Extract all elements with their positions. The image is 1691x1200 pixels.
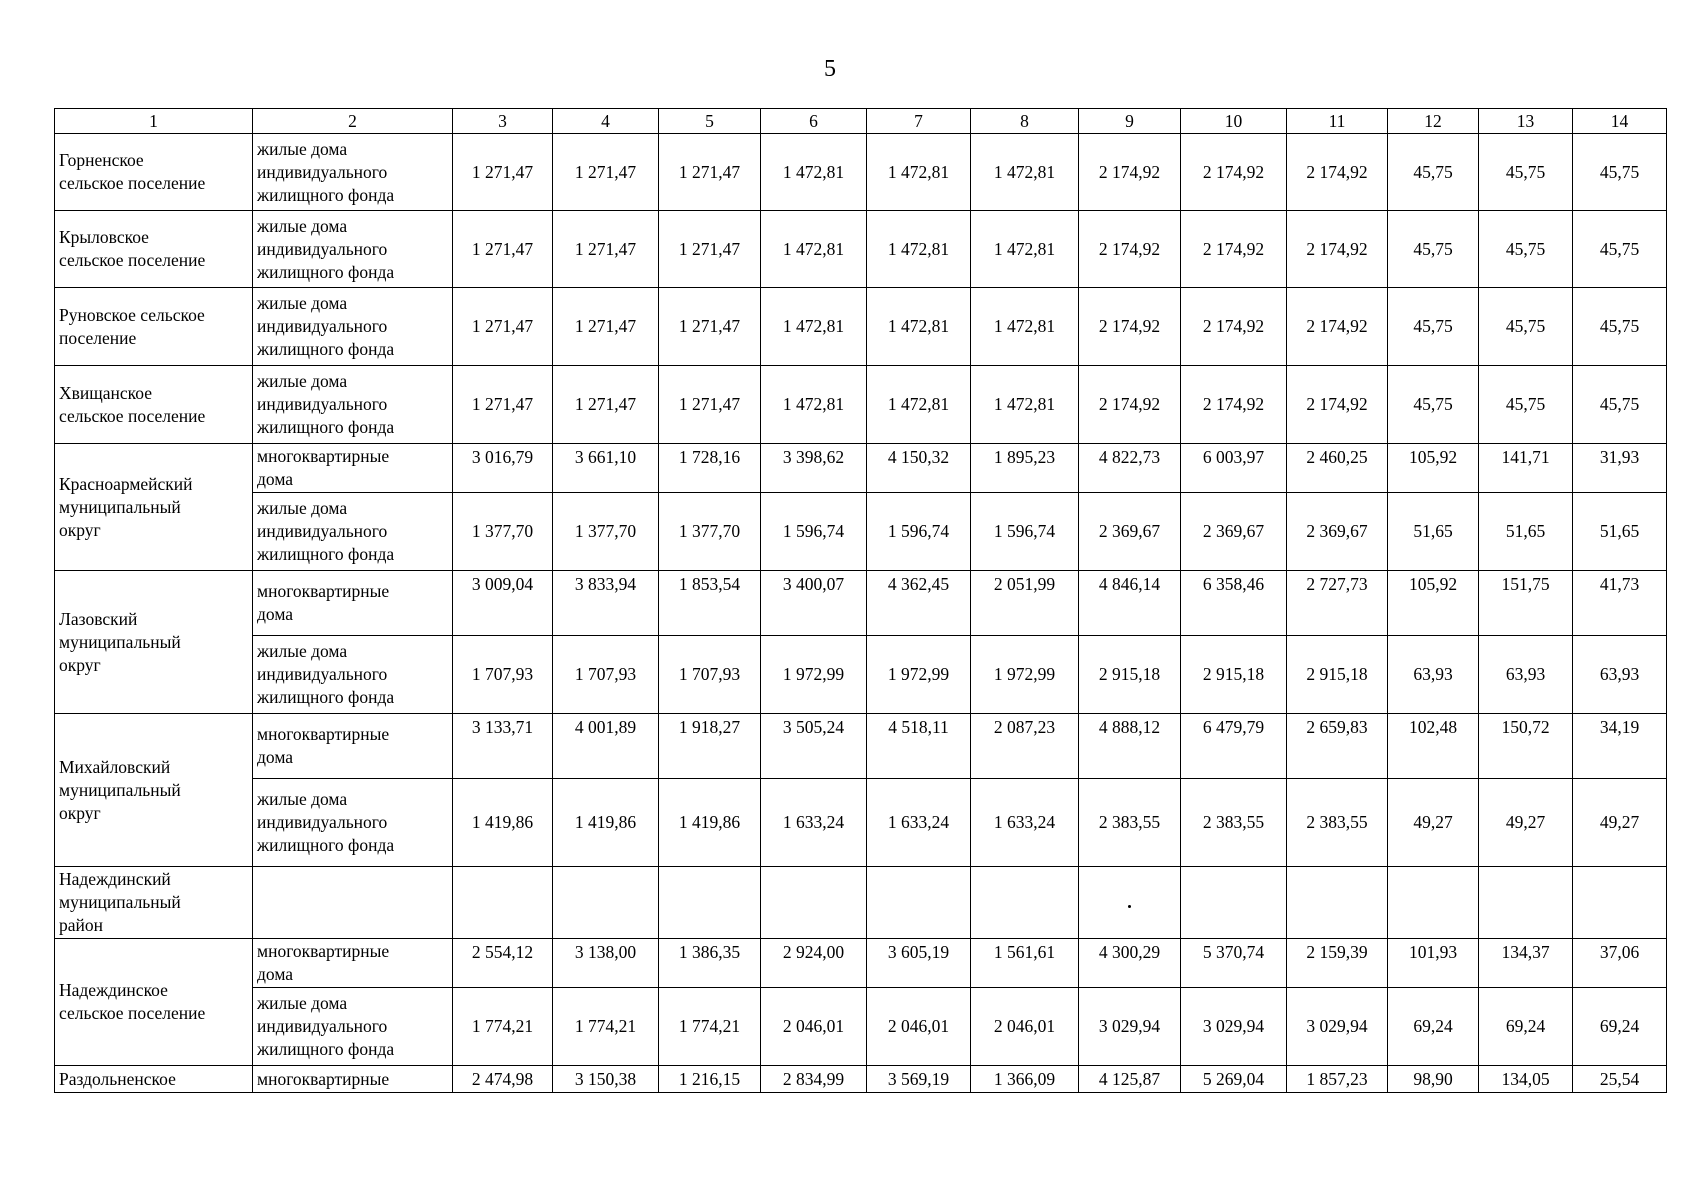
table-row: [55, 714, 1667, 779]
value-cell-col-12: 45,75: [1388, 288, 1479, 366]
value-cell-col-10: 2 383,55: [1181, 779, 1287, 867]
value-cell-col-9: 2 174,92: [1079, 288, 1181, 366]
value-cell-col-7: 3 605,19: [867, 939, 971, 988]
value-cell-col-11: 3 029,94: [1287, 988, 1388, 1066]
value-cell-col-9: 2 174,92: [1079, 134, 1181, 211]
value-cell-col-3: 1 419,86: [453, 779, 553, 867]
value-cell-col-9: 4 822,73: [1079, 444, 1181, 493]
settlement-name: Красноармейский муниципальный округ: [55, 444, 253, 571]
value-cell-col-4: 1 419,86: [553, 779, 659, 867]
value-cell-col-11: 2 915,18: [1287, 636, 1388, 714]
housing-type-apartment: многоквартирные: [253, 1066, 453, 1093]
value-cell-col-3: 1 707,93: [453, 636, 553, 714]
value-cell-col-13: 45,75: [1479, 288, 1573, 366]
column-header-6: 6: [761, 109, 867, 134]
value-cell-col-14: 69,24: [1573, 988, 1667, 1066]
value-cell-col-13: 141,71: [1479, 444, 1573, 493]
value-cell-col-11: 2 174,92: [1287, 366, 1388, 444]
value-cell-col-11: 2 369,67: [1287, 493, 1388, 571]
value-cell-col-9: 2 174,92: [1079, 366, 1181, 444]
value-cell-col-12: 51,65: [1388, 493, 1479, 571]
empty-cell: [1573, 867, 1667, 939]
table-row: [55, 1066, 1667, 1093]
page-number: 5: [824, 56, 836, 82]
housing-type-individual: жилые дома индивидуального жилищного фонда: [253, 134, 453, 211]
table-header: [55, 109, 1667, 134]
value-cell-col-5: 1 728,16: [659, 444, 761, 493]
table-row: [55, 366, 1667, 444]
value-cell-col-7: 3 569,19: [867, 1066, 971, 1093]
value-cell-col-13: 51,65: [1479, 493, 1573, 571]
value-cell-col-5: 1 774,21: [659, 988, 761, 1066]
stray-dot: [1128, 905, 1131, 908]
value-cell-col-5: 1 853,54: [659, 571, 761, 636]
value-cell-col-4: 1 271,47: [553, 134, 659, 211]
value-cell-col-4: 1 271,47: [553, 366, 659, 444]
housing-type-individual: жилые дома индивидуального жилищного фонда: [253, 493, 453, 571]
settlement-name: Хвищанское сельское поселение: [55, 366, 253, 444]
value-cell-col-12: 45,75: [1388, 366, 1479, 444]
value-cell-col-8: 2 051,99: [971, 571, 1079, 636]
value-cell-col-12: 101,93: [1388, 939, 1479, 988]
value-cell-col-9: 2 915,18: [1079, 636, 1181, 714]
value-cell-col-6: 2 834,99: [761, 1066, 867, 1093]
value-cell-col-8: 1 596,74: [971, 493, 1079, 571]
value-cell-col-6: 1 472,81: [761, 366, 867, 444]
value-cell-col-14: 49,27: [1573, 779, 1667, 867]
value-cell-col-4: 1 377,70: [553, 493, 659, 571]
value-cell-col-10: 2 174,92: [1181, 366, 1287, 444]
settlement-name: Крыловское сельское поселение: [55, 211, 253, 288]
value-cell-col-4: 3 150,38: [553, 1066, 659, 1093]
value-cell-col-7: 1 596,74: [867, 493, 971, 571]
value-cell-col-14: 45,75: [1573, 366, 1667, 444]
value-cell-col-13: 63,93: [1479, 636, 1573, 714]
value-cell-col-8: 1 895,23: [971, 444, 1079, 493]
table-row: [55, 288, 1667, 366]
settlement-name: Лазовский муниципальный округ: [55, 571, 253, 714]
value-cell-col-6: 3 505,24: [761, 714, 867, 779]
housing-type-individual: жилые дома индивидуального жилищного фонда: [253, 366, 453, 444]
column-header-5: 5: [659, 109, 761, 134]
value-cell-col-7: 4 150,32: [867, 444, 971, 493]
value-cell-col-8: 2 087,23: [971, 714, 1079, 779]
value-cell-col-9: 4 125,87: [1079, 1066, 1181, 1093]
value-cell-col-8: 2 046,01: [971, 988, 1079, 1066]
column-header-4: 4: [553, 109, 659, 134]
housing-type-individual: жилые дома индивидуального жилищного фонда: [253, 636, 453, 714]
value-cell-col-6: 1 472,81: [761, 134, 867, 211]
value-cell-col-9: 4 300,29: [1079, 939, 1181, 988]
value-cell-col-3: 3 009,04: [453, 571, 553, 636]
column-header-11: 11: [1287, 109, 1388, 134]
table-row: [55, 867, 1667, 939]
value-cell-col-4: 3 138,00: [553, 939, 659, 988]
settlement-name: Надеждинское сельское поселение: [55, 939, 253, 1066]
value-cell-col-7: 1 633,24: [867, 779, 971, 867]
value-cell-col-8: 1 366,09: [971, 1066, 1079, 1093]
value-cell-col-4: 1 271,47: [553, 211, 659, 288]
table-row: [55, 211, 1667, 288]
value-cell-col-4: 1 774,21: [553, 988, 659, 1066]
settlement-name: Руновское сельское поселение: [55, 288, 253, 366]
empty-cell: [1479, 867, 1573, 939]
value-cell-col-5: 1 271,47: [659, 366, 761, 444]
value-cell-col-3: 2 554,12: [453, 939, 553, 988]
value-cell-col-3: 1 271,47: [453, 366, 553, 444]
value-cell-col-3: 1 271,47: [453, 211, 553, 288]
column-header-8: 8: [971, 109, 1079, 134]
value-cell-col-6: 1 596,74: [761, 493, 867, 571]
value-cell-col-14: 37,06: [1573, 939, 1667, 988]
value-cell-col-14: 31,93: [1573, 444, 1667, 493]
value-cell-col-9: 2 383,55: [1079, 779, 1181, 867]
value-cell-col-5: 1 918,27: [659, 714, 761, 779]
value-cell-col-6: 2 924,00: [761, 939, 867, 988]
value-cell-col-12: 98,90: [1388, 1066, 1479, 1093]
value-cell-col-4: 3 661,10: [553, 444, 659, 493]
value-cell-col-4: 1 707,93: [553, 636, 659, 714]
value-cell-col-14: 51,65: [1573, 493, 1667, 571]
value-cell-col-6: 1 972,99: [761, 636, 867, 714]
column-header-12: 12: [1388, 109, 1479, 134]
value-cell-col-6: 1 633,24: [761, 779, 867, 867]
value-cell-col-6: 1 472,81: [761, 211, 867, 288]
value-cell-col-4: 3 833,94: [553, 571, 659, 636]
value-cell-col-8: 1 472,81: [971, 211, 1079, 288]
housing-type-individual: жилые дома индивидуального жилищного фонда: [253, 779, 453, 867]
value-cell-col-5: 1 377,70: [659, 493, 761, 571]
value-cell-col-13: 69,24: [1479, 988, 1573, 1066]
value-cell-col-7: 2 046,01: [867, 988, 971, 1066]
housing-type-individual: жилые дома индивидуального жилищного фонда: [253, 211, 453, 288]
empty-cell: [553, 867, 659, 939]
value-cell-col-7: 1 472,81: [867, 134, 971, 211]
value-cell-col-9: 3 029,94: [1079, 988, 1181, 1066]
value-cell-col-13: 45,75: [1479, 211, 1573, 288]
value-cell-col-12: 63,93: [1388, 636, 1479, 714]
value-cell-col-5: 1 271,47: [659, 134, 761, 211]
value-cell-col-14: 41,73: [1573, 571, 1667, 636]
table-body: [55, 134, 1667, 1093]
value-cell-col-12: 45,75: [1388, 134, 1479, 211]
empty-cell: [1079, 867, 1181, 939]
value-cell-col-3: 1 774,21: [453, 988, 553, 1066]
table-row: [55, 988, 1667, 1066]
value-cell-col-10: 2 174,92: [1181, 211, 1287, 288]
column-header-7: 7: [867, 109, 971, 134]
value-cell-col-3: 1 271,47: [453, 288, 553, 366]
value-cell-col-5: 1 216,15: [659, 1066, 761, 1093]
housing-type-apartment: многоквартирные дома: [253, 444, 453, 493]
value-cell-col-14: 25,54: [1573, 1066, 1667, 1093]
value-cell-col-10: 2 915,18: [1181, 636, 1287, 714]
value-cell-col-11: 2 659,83: [1287, 714, 1388, 779]
tariff-table: [54, 108, 1667, 1093]
value-cell-col-7: 1 972,99: [867, 636, 971, 714]
value-cell-col-13: 45,75: [1479, 366, 1573, 444]
table-row: [55, 939, 1667, 988]
value-cell-col-5: 1 707,93: [659, 636, 761, 714]
value-cell-col-8: 1 633,24: [971, 779, 1079, 867]
value-cell-col-12: 105,92: [1388, 571, 1479, 636]
column-header-10: 10: [1181, 109, 1287, 134]
table-row: [55, 444, 1667, 493]
table-row: [55, 571, 1667, 636]
value-cell-col-14: 45,75: [1573, 134, 1667, 211]
empty-cell: [1181, 867, 1287, 939]
value-cell-col-8: 1 972,99: [971, 636, 1079, 714]
value-cell-col-6: 3 398,62: [761, 444, 867, 493]
value-cell-col-10: 5 370,74: [1181, 939, 1287, 988]
column-header-2: 2: [253, 109, 453, 134]
value-cell-col-4: 1 271,47: [553, 288, 659, 366]
housing-type-apartment: многоквартирные дома: [253, 939, 453, 988]
value-cell-col-14: 45,75: [1573, 211, 1667, 288]
value-cell-col-10: 2 369,67: [1181, 493, 1287, 571]
table-row: [55, 493, 1667, 571]
value-cell-col-8: 1 472,81: [971, 288, 1079, 366]
value-cell-col-12: 105,92: [1388, 444, 1479, 493]
value-cell-col-8: 1 472,81: [971, 366, 1079, 444]
value-cell-col-12: 49,27: [1388, 779, 1479, 867]
value-cell-col-10: 3 029,94: [1181, 988, 1287, 1066]
value-cell-col-14: 45,75: [1573, 288, 1667, 366]
value-cell-col-10: 2 174,92: [1181, 288, 1287, 366]
column-header-13: 13: [1479, 109, 1573, 134]
value-cell-col-13: 134,05: [1479, 1066, 1573, 1093]
value-cell-col-9: 4 846,14: [1079, 571, 1181, 636]
value-cell-col-9: 2 174,92: [1079, 211, 1181, 288]
column-header-1: 1: [55, 109, 253, 134]
housing-type-apartment: многоквартирные дома: [253, 571, 453, 636]
value-cell-col-11: 2 174,92: [1287, 288, 1388, 366]
settlement-name: Раздольненское: [55, 1066, 253, 1093]
housing-type-individual: жилые дома индивидуального жилищного фонда: [253, 988, 453, 1066]
settlement-name: Михайловский муниципальный округ: [55, 714, 253, 867]
value-cell-col-5: 1 271,47: [659, 288, 761, 366]
column-header-3: 3: [453, 109, 553, 134]
settlement-name: Надеждинский муниципальный район: [55, 867, 253, 939]
value-cell-col-6: 2 046,01: [761, 988, 867, 1066]
housing-type-apartment: многоквартирные дома: [253, 714, 453, 779]
value-cell-col-9: 2 369,67: [1079, 493, 1181, 571]
column-header-9: 9: [1079, 109, 1181, 134]
value-cell-col-3: 3 016,79: [453, 444, 553, 493]
value-cell-col-13: 151,75: [1479, 571, 1573, 636]
value-cell-col-12: 102,48: [1388, 714, 1479, 779]
value-cell-col-6: 3 400,07: [761, 571, 867, 636]
value-cell-col-11: 2 727,73: [1287, 571, 1388, 636]
value-cell-col-14: 34,19: [1573, 714, 1667, 779]
value-cell-col-10: 5 269,04: [1181, 1066, 1287, 1093]
value-cell-col-8: 1 472,81: [971, 134, 1079, 211]
value-cell-col-13: 150,72: [1479, 714, 1573, 779]
value-cell-col-10: 6 479,79: [1181, 714, 1287, 779]
value-cell-col-5: 1 386,35: [659, 939, 761, 988]
value-cell-col-7: 1 472,81: [867, 288, 971, 366]
value-cell-col-7: 4 518,11: [867, 714, 971, 779]
value-cell-col-4: 4 001,89: [553, 714, 659, 779]
table-row: [55, 134, 1667, 211]
value-cell-col-3: 2 474,98: [453, 1066, 553, 1093]
empty-cell: [867, 867, 971, 939]
value-cell-col-12: 69,24: [1388, 988, 1479, 1066]
settlement-name: Горненское сельское поселение: [55, 134, 253, 211]
empty-cell: [761, 867, 867, 939]
value-cell-col-8: 1 561,61: [971, 939, 1079, 988]
empty-cell: [659, 867, 761, 939]
value-cell-col-11: 2 383,55: [1287, 779, 1388, 867]
value-cell-col-10: 6 358,46: [1181, 571, 1287, 636]
housing-type-individual: жилые дома индивидуального жилищного фонда: [253, 288, 453, 366]
value-cell-col-3: 1 271,47: [453, 134, 553, 211]
empty-cell: [1287, 867, 1388, 939]
value-cell-col-11: 2 174,92: [1287, 211, 1388, 288]
value-cell-col-5: 1 271,47: [659, 211, 761, 288]
value-cell-col-11: 2 460,25: [1287, 444, 1388, 493]
value-cell-col-3: 3 133,71: [453, 714, 553, 779]
column-header-14: 14: [1573, 109, 1667, 134]
value-cell-col-13: 49,27: [1479, 779, 1573, 867]
value-cell-col-7: 1 472,81: [867, 366, 971, 444]
value-cell-col-11: 2 174,92: [1287, 134, 1388, 211]
value-cell-col-11: 2 159,39: [1287, 939, 1388, 988]
value-cell-col-7: 1 472,81: [867, 211, 971, 288]
table-row: [55, 779, 1667, 867]
empty-cell: [1388, 867, 1479, 939]
value-cell-col-12: 45,75: [1388, 211, 1479, 288]
value-cell-col-11: 1 857,23: [1287, 1066, 1388, 1093]
value-cell-col-9: 4 888,12: [1079, 714, 1181, 779]
empty-cell: [253, 867, 453, 939]
value-cell-col-13: 45,75: [1479, 134, 1573, 211]
value-cell-col-10: 2 174,92: [1181, 134, 1287, 211]
empty-cell: [971, 867, 1079, 939]
value-cell-col-7: 4 362,45: [867, 571, 971, 636]
table-row: [55, 636, 1667, 714]
value-cell-col-14: 63,93: [1573, 636, 1667, 714]
value-cell-col-6: 1 472,81: [761, 288, 867, 366]
value-cell-col-3: 1 377,70: [453, 493, 553, 571]
value-cell-col-5: 1 419,86: [659, 779, 761, 867]
empty-cell: [453, 867, 553, 939]
value-cell-col-10: 6 003,97: [1181, 444, 1287, 493]
value-cell-col-13: 134,37: [1479, 939, 1573, 988]
